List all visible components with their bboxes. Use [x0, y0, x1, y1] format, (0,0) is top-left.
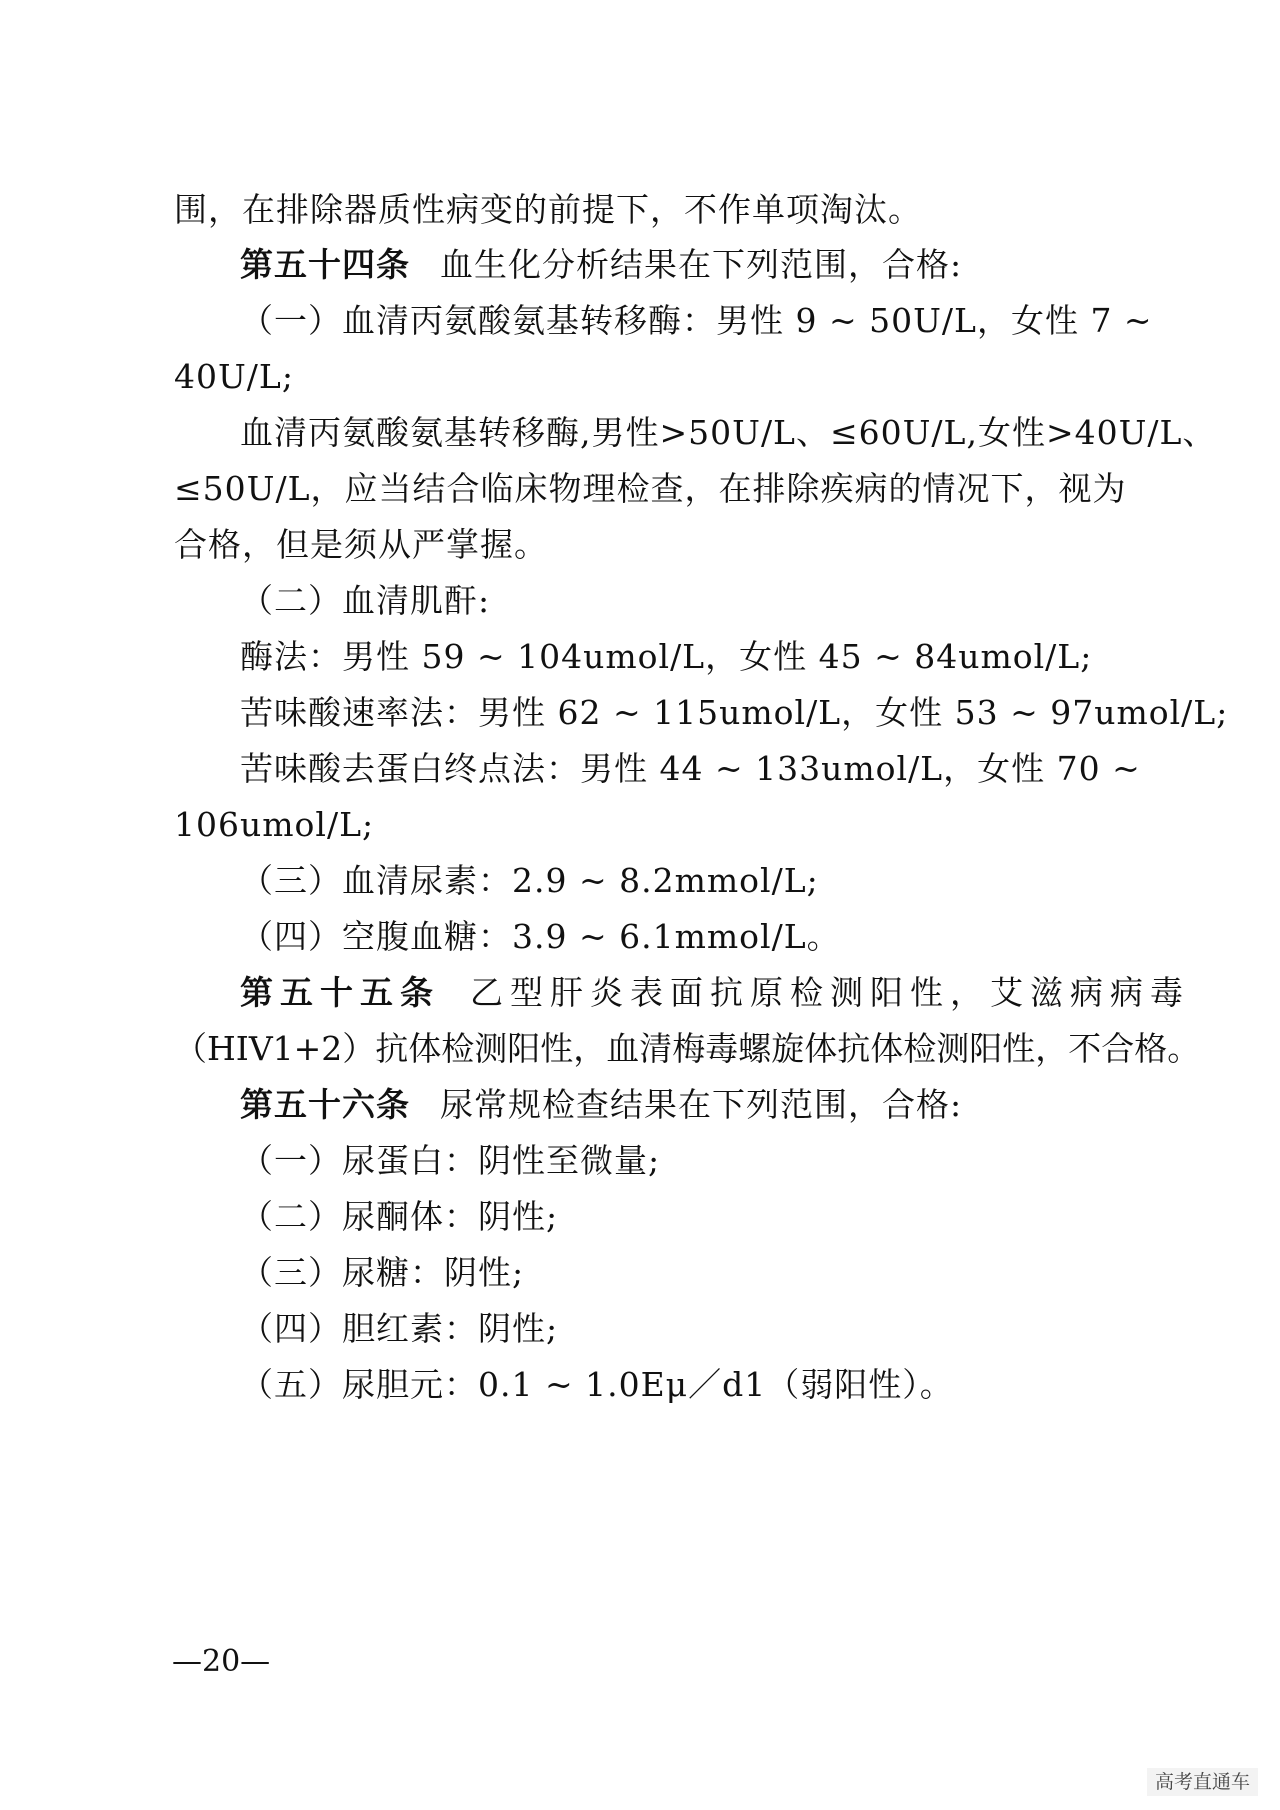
- article-text: 乙型肝炎表面抗原检测阳性，艾滋病病毒: [470, 973, 1190, 1012]
- article-56-line: [240, 1083, 1135, 1127]
- text-line: （三）血清尿素：2.9 ~ 8.2mmol/L;: [240, 861, 819, 900]
- text-line: 合格，但是须从严掌握。: [174, 525, 548, 564]
- text-line: （一）血清丙氨酸氨基转移酶：男性 9 ~ 50U/L，女性 7 ~: [240, 301, 1153, 340]
- text-line: （二）血清肌酐:: [240, 581, 491, 620]
- text-line: （四）胆红素：阴性;: [240, 1309, 559, 1348]
- text-line: （四）空腹血糖：3.9 ~ 6.1mmol/L。: [240, 917, 841, 956]
- text-line: （HIV1+2）抗体检测阳性，血清梅毒螺旋体抗体检测阳性，不合格。: [174, 1029, 1201, 1068]
- article-text: 血生化分析结果在下列范围，合格:: [440, 245, 963, 284]
- article-heading: 第五十五条: [240, 973, 440, 1012]
- page-number: —20—: [172, 1644, 271, 1679]
- text-line: 40U/L;: [174, 357, 294, 396]
- text-line: （五）尿胆元：0.1 ~ 1.0Eμ／d1（弱阳性）。: [240, 1365, 954, 1404]
- text-line: 血清丙氨酸氨基转移酶,男性>50U/L、≤60U/L,女性>40U/L、: [240, 413, 1217, 452]
- article-54-line: [240, 243, 1135, 287]
- text-line: （三）尿糖：阴性;: [240, 1253, 525, 1292]
- article-heading: 第五十六条: [240, 1085, 410, 1124]
- text-line: 围，在排除器质性病变的前提下，不作单项淘汰。: [174, 190, 922, 229]
- article-text: 尿常规检查结果在下列范围，合格:: [440, 1085, 963, 1124]
- text-line: （二）尿酮体：阴性;: [240, 1197, 559, 1236]
- text-line: 苦味酸去蛋白终点法：男性 44 ~ 133umol/L，女性 70 ~: [240, 749, 1141, 788]
- text-line: 苦味酸速率法：男性 62 ~ 115umol/L，女性 53 ~ 97umol/L;: [240, 693, 1229, 732]
- text-line: ≤50U/L，应当结合临床物理检查，在排除疾病的情况下，视为: [174, 469, 1127, 508]
- watermark-label: 高考直通车: [1147, 1768, 1258, 1796]
- article-heading: 第五十四条: [240, 245, 410, 284]
- article-55-line: [240, 971, 1190, 1015]
- text-line: 106umol/L;: [174, 805, 375, 844]
- text-line: 酶法：男性 59 ~ 104umol/L，女性 45 ~ 84umol/L;: [240, 637, 1093, 676]
- text-line: （一）尿蛋白：阴性至微量;: [240, 1141, 661, 1180]
